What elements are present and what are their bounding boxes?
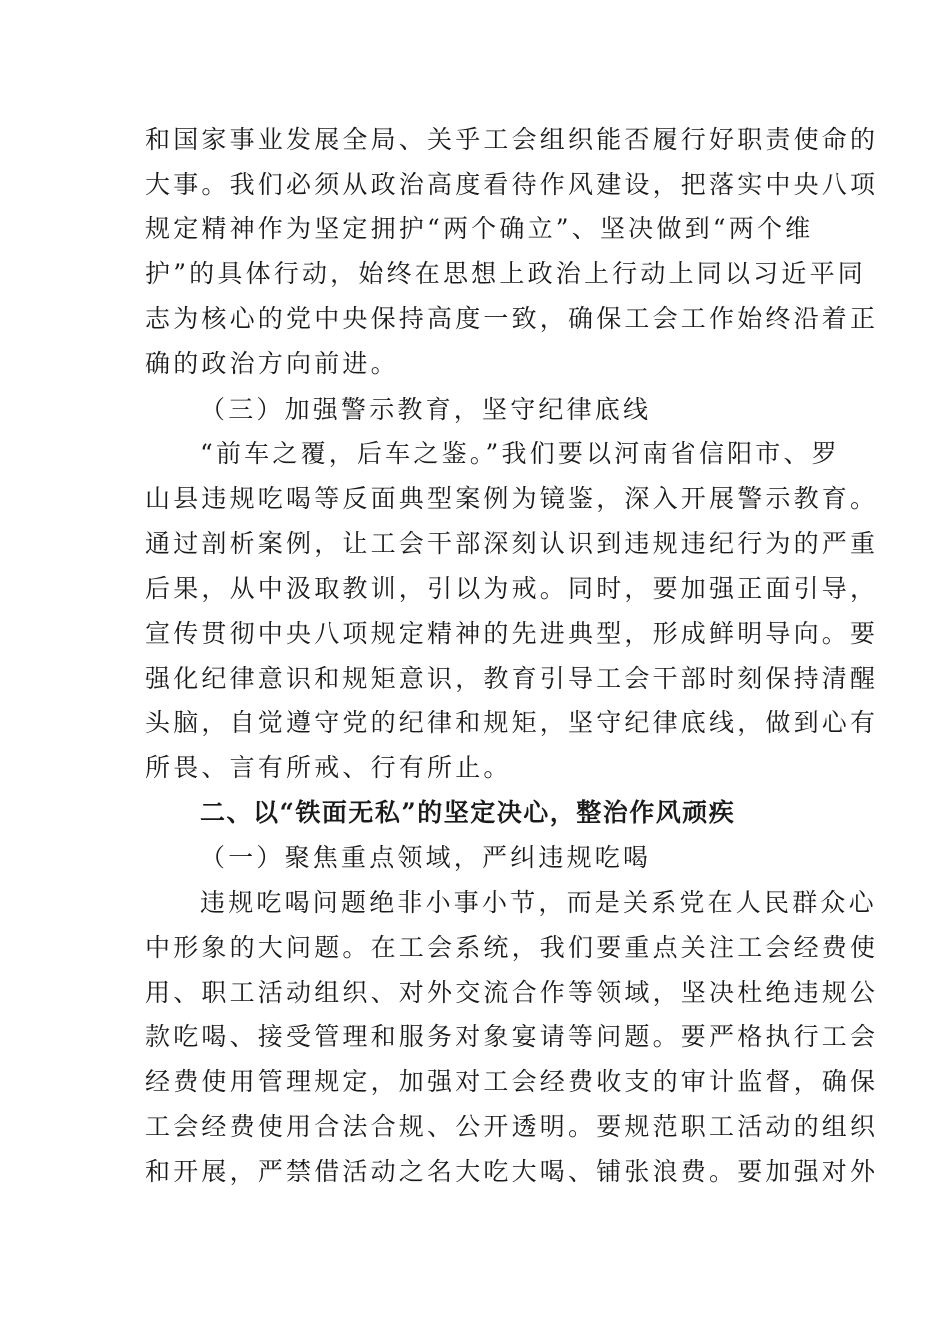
section-subheading: （三）加强警示教育，坚守纪律底线 xyxy=(200,395,652,424)
section-subheading: （一）聚焦重点领域，严纠违规吃喝 xyxy=(200,843,652,872)
paragraph-line: 志为核心的党中央保持高度一致，确保工会工作始终沿着正 xyxy=(145,304,879,333)
paragraph-line: 所畏、言有所戒、行有所止。 xyxy=(145,753,512,782)
paragraph-line: 中形象的大问题。在工会系统，我们要重点关注工会经费使 xyxy=(145,933,879,962)
paragraph-line: 山县违规吃喝等反面典型案例为镜鉴，深入开展警示教育。 xyxy=(145,484,879,513)
paragraph-line: 和开展，严禁借活动之名大吃大喝、铺张浪费。要加强对外 xyxy=(145,1157,879,1186)
paragraph-line: 后果，从中汲取教训，引以为戒。同时，要加强正面引导， xyxy=(145,574,879,603)
paragraph-line: 经费使用管理规定，加强对工会经费收支的审计监督，确保 xyxy=(145,1067,879,1096)
paragraph-line: 强化纪律意识和规矩意识，教育引导工会干部时刻保持清醒 xyxy=(145,664,879,693)
paragraph-line: 违规吃喝问题绝非小事小节，而是关系党在人民群众心 xyxy=(200,888,877,917)
paragraph-line: 和国家事业发展全局、关乎工会组织能否履行好职责使命的 xyxy=(145,125,879,154)
paragraph-line: 用、职工活动组织、对外交流合作等领域，坚决杜绝违规公 xyxy=(145,978,879,1007)
paragraph-line: 宣传贯彻中央八项规定精神的先进典型，形成鲜明导向。要 xyxy=(145,619,879,648)
paragraph-line: “前车之覆，后车之鉴。”我们要以河南省信阳市、罗 xyxy=(200,439,840,468)
paragraph-line: 款吃喝、接受管理和服务对象宴请等问题。要严格执行工会 xyxy=(145,1022,879,1051)
paragraph-line: 规定精神作为坚定拥护“两个确立”、坚决做到“两个维 xyxy=(145,214,814,243)
paragraph-line: 护”的具体行动，始终在思想上政治上行动上同以习近平同 xyxy=(145,259,866,288)
paragraph-line: 头脑，自觉遵守党的纪律和规矩，坚守纪律底线，做到心有 xyxy=(145,708,879,737)
paragraph-line: 确的政治方向前进。 xyxy=(145,349,399,378)
paragraph-line: 通过剖析案例，让工会干部深刻认识到违规违纪行为的严重 xyxy=(145,529,879,558)
paragraph-line: 工会经费使用合法合规、公开透明。要规范职工活动的组织 xyxy=(145,1112,879,1141)
paragraph-line: 大事。我们必须从政治高度看待作风建设，把落实中央八项 xyxy=(145,170,879,199)
section-heading: 二、以“铁面无私”的坚定决心，整治作风顽疾 xyxy=(200,798,736,827)
